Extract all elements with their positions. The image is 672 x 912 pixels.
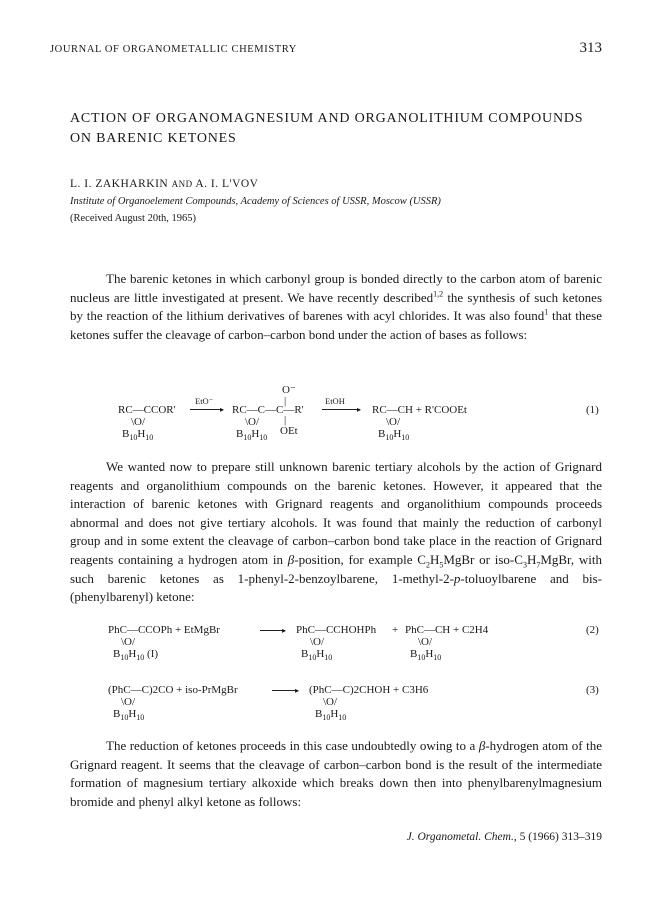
eq3-product: (PhC—C)2CHOH + C3H6 bbox=[309, 684, 429, 696]
eq1-arrow-2-head: ▸ bbox=[357, 405, 362, 414]
eq1-cage-1: \O/ bbox=[131, 416, 146, 428]
paragraph-3: The reduction of ketones proceeds in this case undoubtedly owing to a β-hydrogen atom of the Grignard reagent. It seems that the cleavage of carbon–carbon bond is the result of the intermediate formation of magnesium tertiary alkoxide which breaks down then into phenylbarenylmagnesium bromide and phenyl alkyl ketone as follows: bbox=[70, 738, 602, 809]
eq1-bond-up: | bbox=[284, 395, 287, 407]
eq1-arrow-1 bbox=[190, 409, 223, 410]
page-number: 313 bbox=[579, 40, 602, 56]
running-head bbox=[50, 40, 602, 56]
eq2-cage-1: \O/ bbox=[121, 636, 136, 648]
footer-volume: , 5 (1966) 313–319 bbox=[513, 831, 602, 843]
eq1-arrow1-label: EtO⁻ bbox=[195, 396, 214, 406]
paragraph-1: The barenic ketones in which carbonyl group is bonded directly to the carbon atom of barenic nucleus are little investigated at present. We have recently described$^{1,2}$ the synthesis of such ketones by the reaction of the lithium derivatives of barenes with acyl chlorides. It was also found$^1$ that these ketones suffer the cleavage of carbon–carbon bond under the action of bases as follows: bbox=[70, 271, 603, 342]
eq2-reactant-label: $B_{10}H_{10}$ (I) bbox=[113, 648, 159, 663]
affiliation: Institute of Organoelement Compounds, Academy of Sciences of USSR, Moscow (USSR) bbox=[70, 196, 441, 207]
eq2-b10h10-2: $B_{10}H_{10}$ bbox=[301, 648, 333, 663]
eq1-cage-2: \O/ bbox=[245, 416, 260, 428]
eq3-arrow-head: ▸ bbox=[295, 686, 300, 695]
eq3-cage-1: \O/ bbox=[121, 696, 136, 708]
eq2-number: (2) bbox=[586, 624, 599, 636]
eq1-oet: OEt bbox=[280, 425, 298, 437]
eq2-product-2: PhC—CH + C2H4 bbox=[405, 624, 489, 636]
eq3-reactant: (PhC—C)2CO + iso-PrMgBr bbox=[108, 684, 238, 696]
eq3-number: (3) bbox=[586, 684, 599, 696]
eq2-plus: + bbox=[392, 624, 399, 636]
authors bbox=[70, 178, 259, 190]
author-2: A. I. L'VOV bbox=[195, 178, 259, 190]
footer-journal: J. Organometal. Chem. bbox=[406, 831, 514, 843]
eq1-o-minus: O⁻ bbox=[282, 384, 296, 396]
eq3-b10h10-2: $B_{10}H_{10}$ bbox=[315, 708, 347, 723]
eq1-product: RC—CH + R'COOEt bbox=[372, 404, 467, 416]
eq2-arrow-head: ▸ bbox=[282, 626, 287, 635]
title-line-2: ON BARENIC KETONES bbox=[70, 131, 237, 146]
footer-citation bbox=[407, 831, 602, 843]
eq1-cage-3: \O/ bbox=[386, 416, 401, 428]
received-date: (Received August 20th, 1965) bbox=[70, 213, 196, 224]
eq1-reactant: RC—CCOR' bbox=[118, 404, 176, 416]
title-line-1: ACTION OF ORGANOMAGNESIUM AND ORGANOLITHIUM COMPOUNDS bbox=[70, 111, 584, 126]
eq2-b10h10-3: $B_{10}H_{10}$ bbox=[410, 648, 442, 663]
eq1-b10h10-3: $B_{10}H_{10}$ bbox=[378, 428, 410, 443]
eq1-number: (1) bbox=[586, 404, 599, 416]
eq1-b10h10-1: $B_{10}H_{10}$ bbox=[122, 428, 154, 443]
journal-name: JOURNAL OF ORGANOMETALLIC CHEMISTRY bbox=[50, 44, 297, 55]
paragraph-2: We wanted now to prepare still unknown barenic tertiary alcohols by the action of Grignard reagents and organolithium compounds on the barenic ketones. However, it appeared that the interaction of barenic ketones with Grignard reagents and organolithium compounds proceeds abnormal and does not give tertiary alcohols. It was found that mainly the reduction of carbonyl group and in some extent the cleavage of carbon–carbon bond take place in the reaction of Grignard reagents containing a hydrogen atom in β-position, for example $C_2H_5MgBr$ or iso-$C_3H_7MgBr$, with such barenic ketones as 1-phenyl-2-benzoylbarene, 1-methyl-2-p-toluoylbarene and bis-(phenylbarenyl) ketone: bbox=[70, 459, 603, 605]
eq1-arrow-1-head: ▸ bbox=[220, 405, 225, 414]
eq1-arrow2-label: EtOH bbox=[325, 396, 345, 406]
eq3-b10h10-1: $B_{10}H_{10}$ bbox=[113, 708, 145, 723]
eq1-intermediate: RC—C—C—R' bbox=[232, 404, 304, 416]
author-1: L. I. ZAKHARKIN bbox=[70, 178, 169, 190]
reference-1: 1 bbox=[544, 307, 549, 317]
eq2-product-1: PhC—CCHOHPh bbox=[296, 624, 377, 636]
eq2-cage-3: \O/ bbox=[418, 636, 433, 648]
eq3-cage-2: \O/ bbox=[323, 696, 338, 708]
article-title bbox=[70, 109, 600, 149]
author-and: AND bbox=[171, 179, 193, 189]
eq1-arrow-2 bbox=[322, 409, 360, 410]
eq2-reactant: PhC—CCOPh + EtMgBr bbox=[108, 624, 220, 636]
eq2-cage-2: \O/ bbox=[310, 636, 325, 648]
reference-1-2: 1,2 bbox=[433, 289, 444, 299]
eq1-bond-down: | bbox=[284, 414, 287, 426]
eq1-b10h10-2: $B_{10}H_{10}$ bbox=[236, 428, 268, 443]
